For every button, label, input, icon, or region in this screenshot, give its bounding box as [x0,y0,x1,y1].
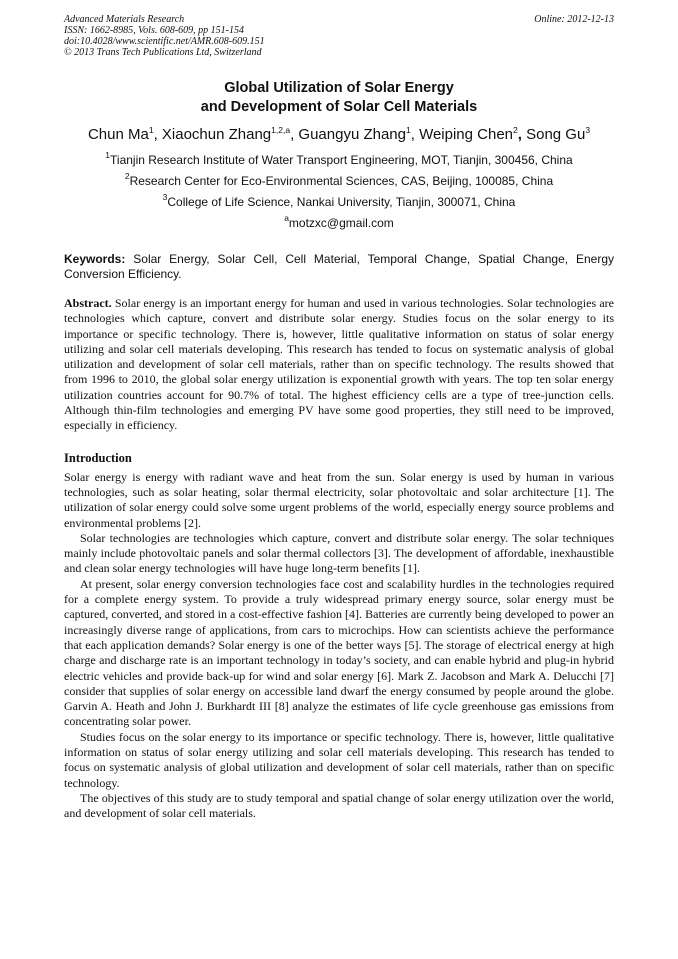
journal-name: Advanced Materials Research [64,14,185,25]
author-name: Weiping Chen [419,126,514,143]
intro-paragraph: Solar energy is energy with radiant wave and heat from the sun. Solar energy is used by human in various technologies, such as solar heating, solar thermal electricity, solar photovoltaic and solar architecture [1]. The utilization of solar energy could solve some urgent problems of the world, especially energy source problems and environmental problems [2]. [64,469,614,530]
abstract [64,296,614,434]
author-email [64,213,614,230]
online-date: Online: 2012-12-13 [534,14,614,25]
email-text: motzxc@gmail.com [288,216,394,230]
affiliation-mark: 1 [105,150,111,160]
author-name: Guangyu Zhang [298,126,406,143]
journal-header [64,14,614,58]
affiliation-mark: a [284,213,289,223]
abstract-label: Abstract. [64,296,112,310]
affiliation-3 [64,192,614,209]
paper-title [64,79,614,117]
affiliation-mark: 2 [124,171,130,181]
copyright-line: © 2013 Trans Tech Publications Ltd, Switzerland [64,47,262,58]
keywords-text: Solar Energy, Solar Cell, Cell Material, Temporal Change, Spatial Change, Energy Conversion Efficiency. [64,252,614,281]
author-affiliation-mark: 1,2,a [271,125,291,135]
intro-paragraph: Studies focus on the solar energy to its importance or specific technology. There is, however, little qualitative information on status of solar energy utilizing and solar cell materials developing. This research has tended to focus on systematic analysis of global utilization and development of solar cell materials, rather than on specific technology. [64,729,614,790]
author-affiliation-mark: 1 [148,125,154,135]
affiliation-mark: 3 [162,192,168,202]
author-name: Song Gu [526,126,586,143]
author-affiliation-mark: 1 [405,125,411,135]
author-name: Chun Ma [87,126,149,143]
keywords [64,252,614,281]
keywords-label: Keywords: [64,252,126,266]
author-affiliation-mark: 2 [513,125,518,135]
doi-line: doi:10.4028/www.scientific.net/AMR.608-609.151 [64,36,265,47]
affiliation-2 [64,171,614,188]
title-line-1: Global Utilization of Solar Energy [224,80,454,96]
abstract-text: Solar energy is an important energy for human and used in various technologies. Solar technologies are technologies which capture, convert and distribute solar energy. Studies focus on the solar energy to its importance or specific technology. There is, however, little qualitative information on status of solar energy utilizing and solar cell materials developing. This research has tended to focus on systematic analysis of global utilization and development of solar cell materials, rather than on specific technology. The results showed that from 1996 to 2010, the global solar energy utilization is exponential growth with years. The top ten solar energy utilization countries account for 90.7% of total. The highest efficiency cells are a type of tree-junction cells. Although thin-film technologies and emerging PV have some good properties, they still need to be improved, especially in efficiency. [64,296,614,433]
affiliation-text: Tianjin Research Institute of Water Transport Engineering, MOT, Tianjin, 300456, China [110,153,573,167]
intro-paragraph: Solar technologies are technologies which capture, convert and distribute solar energy. The solar techniques mainly include photovoltaic panels and solar thermal collectors [3]. The development of affordable, inexhaustible and clean solar energy technologies will have huge long-term benefits [1]. [64,530,614,576]
paper-page [64,14,614,822]
intro-paragraph: At present, solar energy conversion technologies face cost and scalability hurdles in the technologies required for a complete energy system. To provide a truly widespread primary energy source, solar energy must be captured, converted, and stored in a cost-effective fashion [4]. Batteries are currently being developed to power an increasingly diverse range of applications, from cars to microchips. How can scientists achieve the performance that each application demands? Solar energy is one of the better ways [5]. The storage of electrical energy at high charge and discharge rate is an important technology in today’s society, and can enable hybrid and plug-in hybrid electric vehicles and provide back-up for wind and solar energy [6]. Mark Z. Jacobson and Mark A. Delucchi [7] consider that supplies of solar energy on accessible land dwarf the energy consumed by people around the globe. Garvin A. Heath and John J. Burkhardt III [8] analyze the estimates of life cycle greenhouse gas emissions from concentrating solar power. [64,576,614,729]
affiliation-text: Research Center for Eco-Environmental Sciences, CAS, Beijing, 100085, China [129,174,554,188]
title-line-2: and Development of Solar Cell Materials [200,99,478,115]
intro-paragraph: The objectives of this study are to study temporal and spatial change of solar energy utilization over the world, and development of solar cell materials. [64,790,614,821]
issn-line: ISSN: 1662-8985, Vols. 608-609, pp 151-154 [64,25,244,36]
author-name: Xiaochun Zhang [161,126,272,143]
author-affiliation-mark: 3 [585,125,591,135]
affiliation-text: College of Life Science, Nankai University, Tianjin, 300071, China [167,195,516,209]
author-list: Chun Ma$^1$, Xiaochun Zhang$^{1,2,a}$, Guangyu Zhang$^1$, Weiping Chen$^2$, Song Gu$^3$ [87,125,591,143]
affiliation-1 [64,150,614,167]
section-heading-introduction: Introduction [64,450,132,465]
